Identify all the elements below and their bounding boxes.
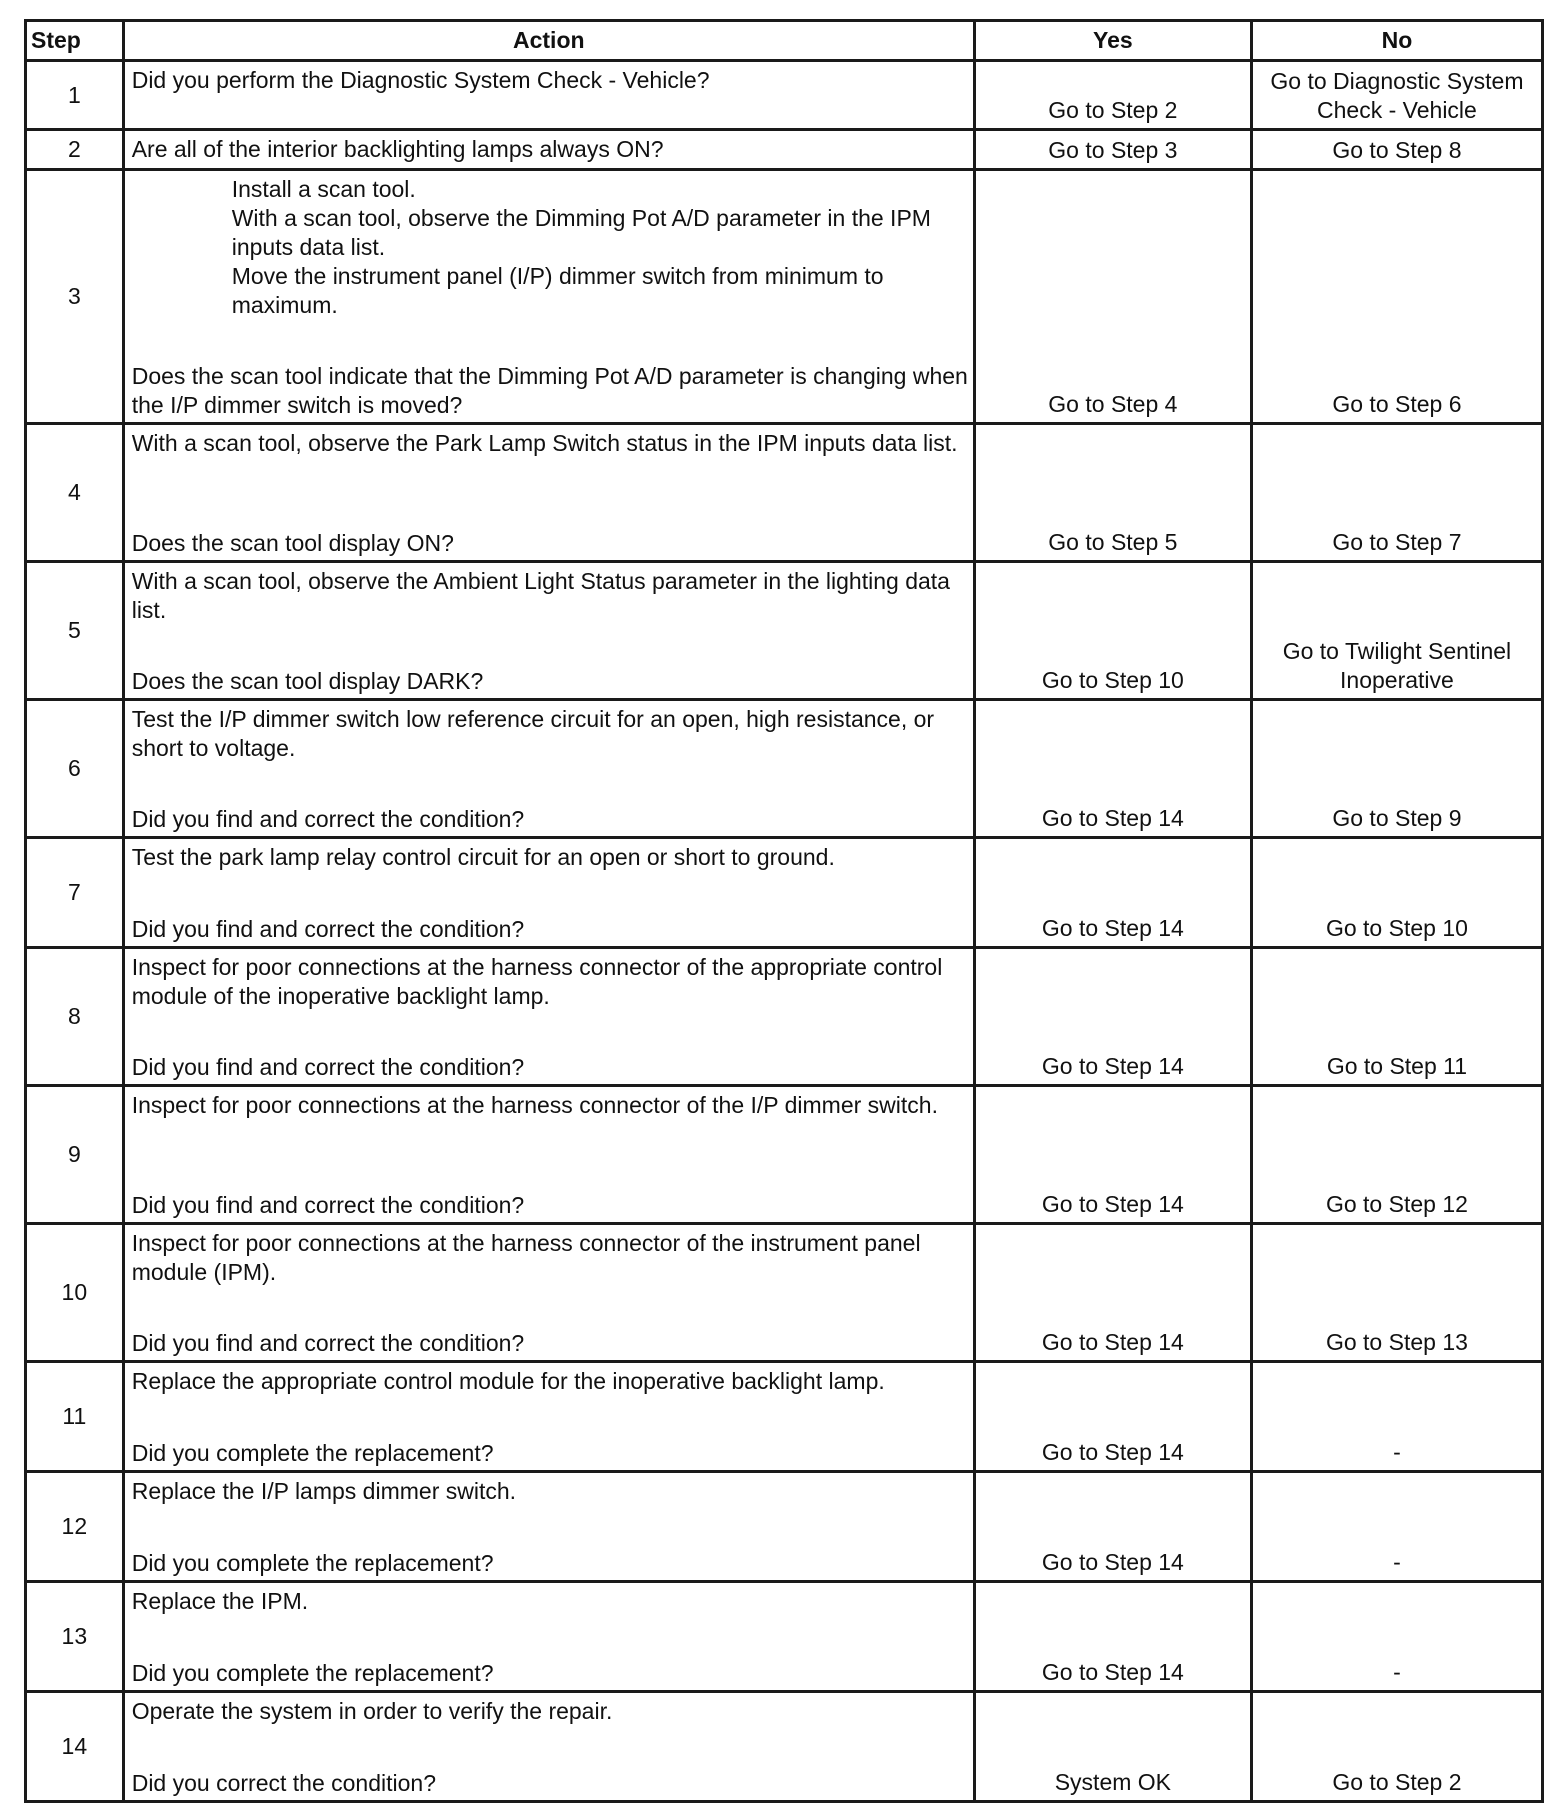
yes-result: Go to Step 14 bbox=[974, 1086, 1251, 1224]
action-instructions bbox=[132, 567, 969, 625]
no-result-line: Go to Step 12 bbox=[1325, 1191, 1468, 1217]
no-result bbox=[1251, 61, 1542, 130]
action-instructions bbox=[132, 175, 969, 320]
action-cell bbox=[123, 1224, 974, 1362]
step-number: 8 bbox=[26, 948, 124, 1086]
action-question: Did you find and correct the condition? bbox=[131, 1054, 525, 1080]
no-result-line: - bbox=[1393, 1549, 1401, 1575]
step-number: 9 bbox=[26, 1086, 124, 1224]
no-result-line: Go to Diagnostic System bbox=[1270, 68, 1524, 94]
no-result-line: Go to Twilight Sentinel bbox=[1282, 638, 1512, 664]
yes-result: Go to Step 3 bbox=[974, 130, 1251, 170]
yes-result: Go to Step 14 bbox=[974, 838, 1251, 948]
no-result-line: - bbox=[1393, 1659, 1401, 1685]
action-content bbox=[132, 1229, 969, 1358]
action-cell bbox=[123, 838, 974, 948]
yes-result: System OK bbox=[974, 1692, 1251, 1802]
action-question: Did you complete the replacement? bbox=[131, 1550, 494, 1576]
table-row bbox=[26, 1582, 1543, 1692]
action-question: Are all of the interior backlighting lamps always ON? bbox=[131, 136, 664, 162]
action-content bbox=[132, 953, 969, 1082]
yes-result: Go to Step 10 bbox=[974, 562, 1251, 700]
action-question: Did you perform the Diagnostic System Check - Vehicle? bbox=[131, 67, 710, 93]
action-instruction: Replace the I/P lamps dimmer switch. bbox=[131, 1478, 517, 1504]
action-question: Does the scan tool display ON? bbox=[131, 530, 454, 556]
sub-step: With a scan tool, observe the Dimming Pot A/D parameter in the IPM inputs data list. bbox=[231, 205, 931, 260]
action-cell bbox=[123, 130, 974, 170]
table-row bbox=[26, 562, 1543, 700]
action-content bbox=[132, 705, 969, 834]
table-row bbox=[26, 700, 1543, 838]
no-result-line: Go to Step 2 bbox=[1332, 1769, 1462, 1795]
sub-step-list bbox=[132, 175, 969, 320]
step-number: 2 bbox=[26, 130, 124, 170]
action-instruction: With a scan tool, observe the Park Lamp Switch status in the IPM inputs data list. bbox=[131, 430, 958, 456]
action-instructions bbox=[132, 66, 969, 95]
table-row bbox=[26, 948, 1543, 1086]
table-row bbox=[26, 1472, 1543, 1582]
step-number: 7 bbox=[26, 838, 124, 948]
no-result bbox=[1251, 700, 1542, 838]
no-result bbox=[1251, 1582, 1542, 1692]
action-cell bbox=[123, 1582, 974, 1692]
no-result-line: - bbox=[1393, 1439, 1401, 1465]
action-instructions bbox=[132, 1587, 969, 1616]
no-result-line: Check - Vehicle bbox=[1317, 97, 1477, 123]
yes-result: Go to Step 2 bbox=[974, 61, 1251, 130]
action-instruction: Replace the IPM. bbox=[131, 1588, 309, 1614]
table-row bbox=[26, 1086, 1543, 1224]
table-body bbox=[26, 61, 1543, 1802]
no-result bbox=[1251, 1362, 1542, 1472]
no-result-line: Go to Step 10 bbox=[1325, 915, 1468, 941]
yes-result: Go to Step 14 bbox=[974, 1224, 1251, 1362]
step-number: 3 bbox=[26, 170, 124, 424]
header-action: Action bbox=[123, 21, 974, 61]
action-content bbox=[132, 1367, 969, 1468]
no-result-line: Go to Step 11 bbox=[1326, 1053, 1468, 1079]
step-number: 10 bbox=[26, 1224, 124, 1362]
yes-result: Go to Step 14 bbox=[974, 1582, 1251, 1692]
no-result-line: Go to Step 13 bbox=[1325, 1329, 1468, 1355]
no-result bbox=[1251, 1692, 1542, 1802]
yes-result: Go to Step 14 bbox=[974, 948, 1251, 1086]
table-row bbox=[26, 130, 1543, 170]
action-instructions bbox=[132, 429, 969, 458]
header-yes: Yes bbox=[974, 21, 1251, 61]
header-step: Step bbox=[26, 21, 124, 61]
action-cell bbox=[123, 1362, 974, 1472]
action-instruction: Replace the appropriate control module for the inoperative backlight lamp. bbox=[131, 1368, 885, 1394]
no-result-line: Go to Step 7 bbox=[1332, 529, 1462, 555]
action-question: Did you find and correct the condition? bbox=[131, 806, 525, 832]
action-cell bbox=[123, 700, 974, 838]
action-content bbox=[132, 1697, 969, 1798]
step-number: 13 bbox=[26, 1582, 124, 1692]
yes-result: Go to Step 4 bbox=[974, 170, 1251, 424]
action-question: Did you find and correct the condition? bbox=[131, 916, 525, 942]
table-row bbox=[26, 1692, 1543, 1802]
step-number: 14 bbox=[26, 1692, 124, 1802]
yes-result: Go to Step 5 bbox=[974, 424, 1251, 562]
no-result bbox=[1251, 1472, 1542, 1582]
action-content bbox=[132, 429, 969, 558]
action-cell bbox=[123, 170, 974, 424]
no-result bbox=[1251, 838, 1542, 948]
action-cell bbox=[123, 948, 974, 1086]
table-row bbox=[26, 61, 1543, 130]
yes-result: Go to Step 14 bbox=[974, 700, 1251, 838]
diagnostic-table bbox=[24, 19, 1544, 1803]
action-instruction: Test the park lamp relay control circuit for an open or short to ground. bbox=[131, 844, 835, 870]
table-header-row bbox=[26, 21, 1543, 61]
action-cell bbox=[123, 61, 974, 130]
action-instructions bbox=[132, 1229, 969, 1287]
action-question: Did you correct the condition? bbox=[131, 1770, 436, 1796]
step-number: 12 bbox=[26, 1472, 124, 1582]
no-result bbox=[1251, 1086, 1542, 1224]
no-result-line: Go to Step 6 bbox=[1332, 391, 1462, 417]
action-question: Does the scan tool indicate that the Dimming Pot A/D parameter is changing when the I/P dimmer switch is moved? bbox=[131, 363, 968, 418]
action-question: Did you complete the replacement? bbox=[131, 1660, 494, 1686]
action-cell bbox=[123, 1692, 974, 1802]
step-number: 4 bbox=[26, 424, 124, 562]
action-cell bbox=[123, 1472, 974, 1582]
action-question: Did you find and correct the condition? bbox=[131, 1330, 525, 1356]
action-cell bbox=[123, 1086, 974, 1224]
no-result-line: Inoperative bbox=[1340, 667, 1454, 693]
action-instructions bbox=[132, 1697, 969, 1726]
action-content bbox=[132, 135, 969, 166]
yes-result: Go to Step 14 bbox=[974, 1362, 1251, 1472]
no-result bbox=[1251, 1224, 1542, 1362]
table-row bbox=[26, 1224, 1543, 1362]
action-instructions bbox=[132, 705, 969, 763]
table-row bbox=[26, 170, 1543, 424]
action-cell bbox=[123, 562, 974, 700]
no-result bbox=[1251, 170, 1542, 424]
action-question: Does the scan tool display DARK? bbox=[131, 668, 484, 694]
step-number: 1 bbox=[26, 61, 124, 130]
action-instructions bbox=[132, 953, 969, 1011]
action-question: Did you find and correct the condition? bbox=[131, 1192, 525, 1218]
action-instructions bbox=[132, 135, 969, 164]
no-result bbox=[1251, 130, 1542, 170]
action-question: Did you complete the replacement? bbox=[131, 1440, 494, 1466]
action-content bbox=[132, 1587, 969, 1688]
action-instructions bbox=[132, 1477, 969, 1506]
action-instruction: Test the I/P dimmer switch low reference circuit for an open, high resistance, or short to voltage. bbox=[131, 706, 935, 761]
action-instruction: Operate the system in order to verify the repair. bbox=[131, 1698, 613, 1724]
table-row bbox=[26, 1362, 1543, 1472]
action-content bbox=[132, 66, 969, 126]
action-content bbox=[132, 843, 969, 944]
action-content bbox=[132, 1477, 969, 1578]
step-number: 5 bbox=[26, 562, 124, 700]
step-number: 11 bbox=[26, 1362, 124, 1472]
action-instructions bbox=[132, 1367, 969, 1396]
header-no: No bbox=[1251, 21, 1542, 61]
action-instruction: With a scan tool, observe the Ambient Light Status parameter in the lighting data list. bbox=[131, 568, 950, 623]
table-row bbox=[26, 838, 1543, 948]
action-instruction: Inspect for poor connections at the harness connector of the appropriate control module of the inoperative backlight lamp. bbox=[131, 954, 943, 1009]
action-cell bbox=[123, 424, 974, 562]
action-instructions bbox=[132, 843, 969, 872]
step-number: 6 bbox=[26, 700, 124, 838]
action-instructions bbox=[132, 1091, 969, 1120]
no-result-line: Go to Step 8 bbox=[1332, 137, 1462, 163]
yes-result: Go to Step 14 bbox=[974, 1472, 1251, 1582]
action-instruction: Inspect for poor connections at the harness connector of the I/P dimmer switch. bbox=[131, 1092, 938, 1118]
action-content bbox=[132, 175, 969, 420]
no-result bbox=[1251, 948, 1542, 1086]
no-result bbox=[1251, 424, 1542, 562]
action-content bbox=[132, 567, 969, 696]
sub-step: Install a scan tool. bbox=[231, 176, 416, 202]
sub-step: Move the instrument panel (I/P) dimmer switch from minimum to maximum. bbox=[231, 263, 884, 318]
table-row bbox=[26, 424, 1543, 562]
action-instruction: Inspect for poor connections at the harness connector of the instrument panel module (IPM). bbox=[131, 1230, 921, 1285]
no-result bbox=[1251, 562, 1542, 700]
action-content bbox=[132, 1091, 969, 1220]
no-result-line: Go to Step 9 bbox=[1332, 805, 1462, 831]
